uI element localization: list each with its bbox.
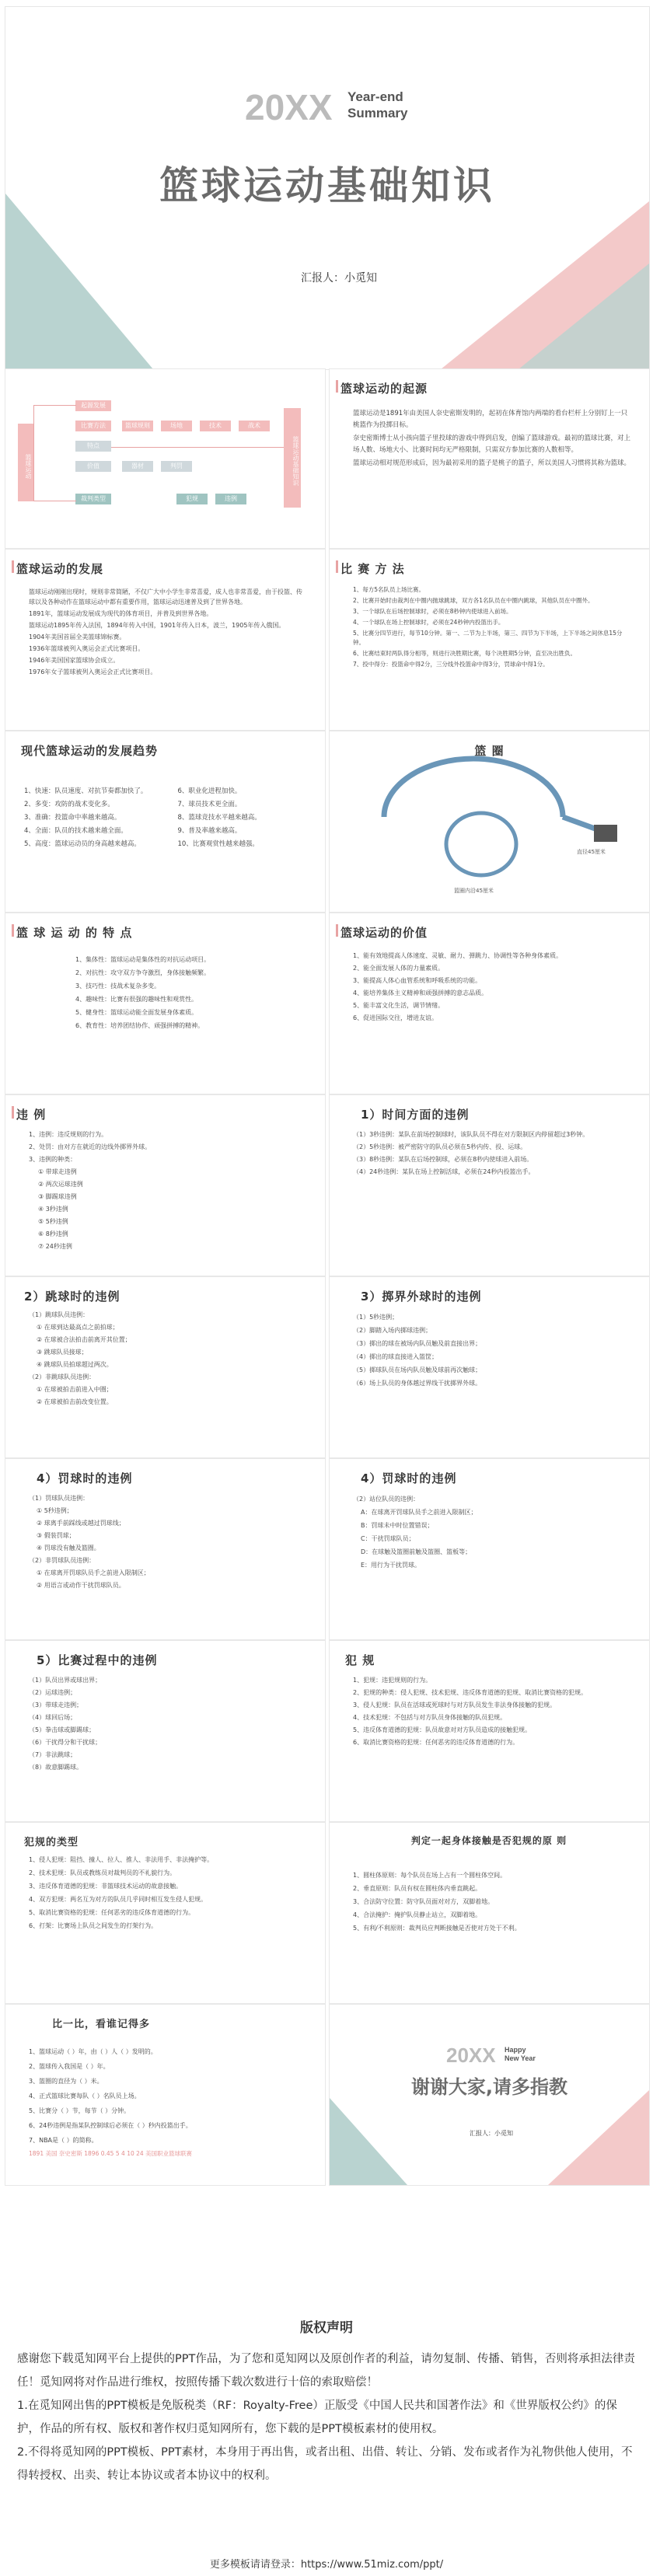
diagram-col1-item: 起源发展 <box>75 400 111 411</box>
list-item: ③ 脚踢球违例 <box>38 1193 77 1200</box>
list-item: 6、促进国际交往，增进友谊。 <box>353 1014 438 1021</box>
list-item: 5、能丰富文化生活，调节情绪。 <box>353 1002 445 1009</box>
slide-trends <box>5 731 326 913</box>
list-item: ⑥ 8秒违例 <box>38 1230 68 1237</box>
list-item: E：用行为干扰罚球。 <box>361 1562 421 1569</box>
list-item: （2）站位队员的违例： <box>353 1496 420 1503</box>
list-item: ① 在球被拍击前进入中圈； <box>37 1386 113 1393</box>
list-item: 1、犯规：违犯规则的行为。 <box>353 1677 432 1684</box>
list-item: 4、趣味性：比赛有很强的趣味性和观赏性。 <box>75 996 198 1003</box>
paragraph: 1936年篮球被列入奥运会正式比赛项目。 <box>29 645 145 652</box>
list-item: 2、犯规的种类：侵人犯规、技术犯规、违反体育道德的犯规、取消比赛资格的犯规。 <box>353 1689 588 1696</box>
slide-title: 犯 规 <box>345 1653 375 1667</box>
list-item: 6、教育性：培养团结协作、顽强拼搏的精神。 <box>75 1022 204 1029</box>
quiz-item: 4、正式篮球比赛每队（ ）名队员上场。 <box>29 2093 141 2100</box>
paragraph: 1、每方5名队员上场比赛。 <box>353 586 425 593</box>
list-item: A：在球离开罚球队员手之前进入限制区； <box>361 1509 477 1516</box>
quiz-item: 6、24秒违例是指某队控制球后必须在（ ）秒内投篮出手。 <box>29 2122 192 2129</box>
list-item: （3）掷出的球在被场内队员触及前直接出界； <box>353 1340 482 1347</box>
list-item: 1、圆柱体原则：每个队员在场上占有一个圆柱体空间。 <box>353 1872 507 1879</box>
slide-body <box>353 1869 632 1935</box>
list-item: C：干扰罚球队员； <box>361 1535 415 1542</box>
cover-teal-shape <box>5 194 153 369</box>
diagram-col1-item: 价值 <box>75 461 111 472</box>
quiz-answer: 1891 <box>29 2150 44 2157</box>
diagram-root: 篮球运动 <box>18 424 33 501</box>
slide-body <box>24 786 308 852</box>
list-item: 5、高度：篮球运动员的身高越来越高。 <box>24 840 141 848</box>
more-templates-link[interactable]: 更多模板请请登录：https://www.51miz.com/ppt/ <box>209 2559 444 2571</box>
list-item: 1、集体性：篮球运动是集体性的对抗运动项目。 <box>75 956 211 963</box>
diagram-col1-item: 特点 <box>75 441 111 452</box>
slide-title: 篮球运动的起源 <box>340 382 428 396</box>
cover-reporter: 汇报人：小觅知 <box>301 272 377 284</box>
quiz-answer: 10 <box>127 2150 134 2157</box>
slide-title: 3）掷界外球时的违例 <box>361 1290 482 1304</box>
list-item: （5）掷球队员在场内队员触及球前再次触球； <box>353 1367 482 1374</box>
list-item: 3、侵人犯规：队员在活球或死球时与对方队员发生非法身体接触的犯规。 <box>353 1702 557 1709</box>
diagram-col1-item: 裁判类型 <box>75 494 111 504</box>
cover-slide <box>5 6 650 370</box>
paragraph: 篮球运动相对规范形成后，因为最初采用的篮子是桃子的篮子，所以美国人习惯将其称为篮球。 <box>353 459 631 467</box>
list-item: （1）队员出界或球出界； <box>29 1677 102 1684</box>
copyright-text <box>17 2347 636 2487</box>
slide-title: 现代篮球运动的发展趋势 <box>21 744 159 758</box>
slide-body <box>353 408 632 471</box>
cover-year-en: Year-end <box>347 89 403 104</box>
cover-title: 篮球运动基础知识 <box>159 163 495 208</box>
list-item: （4）球回后场； <box>29 1714 77 1721</box>
list-item: ⑤ 5秒违例 <box>38 1218 68 1225</box>
list-item: 1、快速：队员速度、对抗节奏都加快了。 <box>24 787 148 795</box>
slide-title: 4）罚球时的违例 <box>361 1471 457 1485</box>
list-item: ① 在球离开罚球队员手之前进入限制区； <box>37 1569 150 1576</box>
list-item: 3、准确：投篮命中率越来越高。 <box>24 814 121 822</box>
list-item: 6、职业化进程加快。 <box>177 787 242 795</box>
list-item: （4）掷出的球直接进入篮筐； <box>353 1353 438 1360</box>
slide-violation <box>5 1094 326 1276</box>
list-item: （6）场上队员的身体越过界线干扰掷界外球。 <box>353 1380 482 1387</box>
copyright-section <box>0 2316 653 2576</box>
list-item: 5、健身性：篮球运动能全面发展身体素质。 <box>75 1009 198 1016</box>
title-accent <box>336 380 338 393</box>
slide-value <box>329 913 650 1094</box>
paragraph: 1946年美国国家篮球协会成立。 <box>29 657 120 664</box>
quiz-answer: 美国 <box>45 2150 58 2157</box>
paragraph: 1976年女子篮球被列入奥运会正式比赛项目。 <box>29 668 157 675</box>
list-item: 10、比赛观赏性越来越强。 <box>177 840 259 848</box>
rim-label-right: 直径45厘米 <box>577 849 606 855</box>
list-item: ② 球离手前踩线或越过罚球线； <box>37 1520 125 1527</box>
list-item: （1）3秒违例：某队在前场控制球时，该队队员不得在对方限制区内停留超过3秒钟。 <box>353 1131 589 1138</box>
list-item: D：在球触及篮圈前触及篮圈、篮板等； <box>361 1548 472 1555</box>
list-item: ① 在球到达最高点之前拍球； <box>37 1324 119 1331</box>
paragraph: 奈史密斯博士从小孩向篮子里投球的游戏中得到启发，创编了篮球游戏。最初的篮球比赛，对上场人数、场地大小、比赛时间均无严格限制，只需双方参加比赛的人数相等。 <box>353 435 631 454</box>
list-item: （7）非法跳球； <box>29 1751 77 1758</box>
list-item: 2、垂直原则：队员有权在圆柱体内垂直跳起。 <box>353 1885 482 1892</box>
paragraph: 篮球运动刚刚出现时，规则非常简陋，不仅广大中小学生非常喜爱，成人也非常喜爱，由于投篮、传球以及各种动作在篮球运动中都有重要作用，篮球运动迅速普及到了世界各地。 <box>29 588 302 606</box>
list-item: ③ 跳球队员接球； <box>37 1349 88 1356</box>
paragraph: 3、一个球队在后场控制球时，必须在8秒钟内使球进入前场。 <box>353 608 512 615</box>
copyright-paragraph: 感谢您下载觅知网平台上提供的PPT作品，为了您和觅知网以及原创作者的利益，请勿复制、传播、销售，否则将承担法律责任！觅知网将对作品进行维权，按照传播下载次数进行十倍的索取赔偿！ <box>17 2353 635 2389</box>
list-item: ② 在球被合法拍击前离开其位置； <box>37 1336 131 1343</box>
slide-body <box>29 1854 308 1933</box>
paragraph: 7、投中得分：投篮命中得2分，三分线外投篮命中得3分，罚球命中得1分。 <box>353 661 549 668</box>
diagram-col1-item: 比赛方法 <box>75 421 111 431</box>
slide-title: 篮 圈 <box>474 744 505 758</box>
list-item: 3、技巧性：技战术复杂多变。 <box>75 983 161 990</box>
cover-teal-shape-2 <box>519 264 649 369</box>
list-item: （8）故意脚踢球。 <box>29 1764 83 1771</box>
quiz-item: 7、NBA是（ ）的简称。 <box>29 2137 98 2144</box>
list-item: ② 用语言或动作干扰罚球队员。 <box>37 1582 125 1589</box>
quiz-answer: 美国职业篮球联赛 <box>145 2150 193 2157</box>
list-item: 1、侵人犯规：阻挡、撞人、拉人、推人、非法用手、非法掩护等。 <box>29 1856 214 1863</box>
list-item: B：罚球未中时位置错误； <box>361 1522 434 1529</box>
diagram-col2-item: 判罚 <box>161 461 192 472</box>
list-item: 3、合法防守位置：防守队员面对对方，双脚着地。 <box>353 1898 494 1905</box>
quiz-answers <box>29 2149 308 2159</box>
list-item: （3）8秒违例：某队在后场控制球，必须在8秒内使球进入前场。 <box>353 1156 533 1163</box>
list-item: （2）运球违例； <box>29 1689 77 1696</box>
slide-foul-principle <box>329 1822 650 2004</box>
slide-body <box>75 954 308 1033</box>
list-item: 2、处罚：由对方在就近的边线外掷界外球。 <box>29 1143 152 1150</box>
list-item: 4、合法掩护：掩护队员静止站立，双脚着地。 <box>353 1911 482 1918</box>
quiz-item: 5、比赛分（ ）节，每节（ ）分钟。 <box>29 2107 131 2114</box>
slide-body <box>353 951 632 1025</box>
slide-freethrow-violation-2 <box>329 1458 650 1640</box>
slide-title: 违 例 <box>16 1108 47 1122</box>
list-item: （1）5秒违例； <box>353 1314 399 1321</box>
copyright-heading: 版权声明 <box>300 2320 353 2336</box>
slide-throwin-violation <box>329 1276 650 1458</box>
slide-body <box>29 2045 308 2148</box>
list-item: 6、取消比赛资格的犯规：任何恶劣的违反体育道德的行为。 <box>353 1739 519 1746</box>
list-item: （3）带球走违例； <box>29 1702 83 1709</box>
slide-title: 1）时间方面的违例 <box>361 1108 470 1122</box>
list-item: 6、打架：比赛场上队员之间发生的打架行为。 <box>29 1922 158 1929</box>
slide-foul-types <box>5 1822 326 2004</box>
quiz-item: 3、篮圈的直径为（ ）米。 <box>29 2078 103 2085</box>
quiz-answer: 24 <box>136 2150 144 2157</box>
rim-diagram <box>330 731 649 912</box>
paragraph: 篮球运动1895年传入法国，1894年传入中国，1901年传入日本，波兰，1905年传入俄国。 <box>29 622 285 629</box>
list-item: （1）罚球队员违例： <box>29 1495 89 1502</box>
cover-year: 20XX <box>245 87 333 127</box>
list-item: 2、多变：攻防的战术变化多。 <box>24 801 114 808</box>
slide-jump-violation <box>5 1276 326 1458</box>
quiz-answer: 1896 <box>84 2150 100 2157</box>
cover-summary-en: Summary <box>347 106 408 120</box>
copyright-paragraph: 2.不得将觅知网的PPT模板、PPT素材，本身用于再出售，或者出租、出借、转让、分销、发布或者作为礼物供他人使用，不得转授权、出卖、转让本协议或者本协议中的权利。 <box>17 2446 633 2482</box>
diagram-col2-item: 篮球规则 <box>122 421 153 431</box>
thanks-reporter: 汇报人：小觅知 <box>470 2130 513 2137</box>
list-item: 7、球员技术更全面。 <box>177 801 242 808</box>
slide-body <box>353 1129 632 1179</box>
list-item: ④ 3秒违例 <box>38 1206 68 1213</box>
list-item: ⑦ 24秒违例 <box>38 1243 72 1250</box>
slide-title: 4）罚球时的违例 <box>37 1471 133 1485</box>
thanks-happy: Happy <box>505 2046 526 2054</box>
quiz-answer: 4 <box>121 2150 125 2157</box>
list-item: 5、取消比赛资格的犯规：任何恶劣的违反体育道德的行为。 <box>29 1909 195 1916</box>
slide-game-violation <box>5 1640 326 1822</box>
list-item: （4）24秒违例：某队在场上控制活球，必须在24秒内投篮出手。 <box>353 1168 535 1175</box>
thanks-pink-shape <box>548 2090 649 2185</box>
paragraph: 4、一个球队在场上控制球时，必须在24秒钟内投篮出手。 <box>353 619 505 626</box>
list-item: ① 带球走违例 <box>38 1168 77 1175</box>
quiz-answer: 0.45 <box>100 2150 114 2157</box>
slide-title: 2）跳球时的违例 <box>24 1290 120 1304</box>
diagram-lines <box>33 405 76 501</box>
list-item: 2、技术犯规：队员或教练员对裁判员的不礼貌行为。 <box>29 1869 176 1876</box>
list-item: 4、全面：队员的技术越来越全面。 <box>24 827 127 835</box>
title-accent <box>12 1106 14 1119</box>
paragraph: 1904年美国首届全美篮球锦标赛。 <box>29 634 126 641</box>
diagram-col3-item: 战术 <box>239 421 270 431</box>
list-item: （6）干扰得分和干扰球； <box>29 1739 102 1746</box>
slide-title: 判定一起身体接触是否犯规的原 则 <box>410 1835 567 1846</box>
slide-body <box>353 1311 632 1391</box>
slide-method <box>329 549 650 731</box>
slide-title: 犯规的类型 <box>24 1837 79 1848</box>
rim-label-left: 篮圈内沿45厘米 <box>454 888 494 894</box>
list-item: 5、违反体育道德的犯规：队员故意对对方队员造成的接触犯规。 <box>353 1726 532 1733</box>
slide-time-violation <box>329 1094 650 1276</box>
list-item: 1、违例：违反规则的行为。 <box>29 1131 108 1138</box>
diagram-result: 篮球运动基础知识 <box>284 408 301 508</box>
slide-quiz <box>5 2004 326 2186</box>
paragraph: 1891年，篮球运动发展成为现代的体育项目，并普及到世界各地。 <box>29 610 213 617</box>
list-item: ② 两次运球违例 <box>38 1181 83 1188</box>
list-item: 1、能有效地提高人体速度、灵敏、耐力、弹跳力、协调性等各种身体素质。 <box>353 952 563 959</box>
thanks-year: 20XX <box>446 2044 496 2067</box>
list-item: 3、能提高人体心血管系统和呼吸系统的功能。 <box>353 977 482 984</box>
slide-freethrow-violation <box>5 1458 326 1640</box>
list-item: ④ 跳球队员拍球超过两次。 <box>37 1361 113 1368</box>
list-item: （2）脚踏入场内掷球违例； <box>353 1327 432 1334</box>
title-accent <box>12 560 14 573</box>
slide-title: 篮 球 运 动 的 特 点 <box>16 926 133 940</box>
list-item: （2）非罚球队员违例： <box>29 1557 96 1564</box>
diagram-col2-item: 场地 <box>161 421 192 431</box>
list-item: 2、能全面发展人体的力量素质。 <box>353 965 445 972</box>
copyright-paragraph: 1.在觅知网出售的PPT模板是免版税类（RF：Royalty-Free）正版受《中国人民共和国著作法》和《世界版权公约》的保护，作品的所有权、版权和著作权归觅知网所有，您下载的是PPT模板素材的使用权。 <box>17 2400 617 2435</box>
slide-body <box>29 1675 308 1775</box>
list-item: 4、双方犯规：两名互为对方的队员几乎同时相互发生侵人犯规。 <box>29 1896 208 1903</box>
slide-features <box>5 913 326 1094</box>
list-item: （2）5秒违例：被严密防守的队员必须在5秒内传、投、运球。 <box>353 1143 527 1150</box>
list-item: 3、违例的种类： <box>29 1156 77 1163</box>
slide-title: 5）比赛过程中的违例 <box>37 1653 158 1667</box>
paragraph: 篮球运动是1891年由美国人奈史密斯发明的，起初在体育馆内两端的看台栏杆上分别钉上一只桃篮作为投掷目标。 <box>353 410 628 429</box>
slide-title: 比 赛 方 法 <box>340 562 405 576</box>
slide-body <box>29 1493 308 1593</box>
thanks-teal-shape <box>330 2098 407 2185</box>
list-item: （5）拳击球或脚踢球； <box>29 1726 96 1733</box>
slide-body <box>353 1493 632 1572</box>
list-item: 3、违反体育道德的犯规：非篮球技术运动的故意接触。 <box>29 1883 183 1890</box>
diagram-col2-item: 器材 <box>122 461 153 472</box>
list-item: 4、能培养集体主义精神和顽强拼搏的意志品质。 <box>353 990 488 997</box>
slide-thanks <box>329 2004 650 2186</box>
diagram-col3-item: 技术 <box>200 421 231 431</box>
slide-rim <box>329 731 650 913</box>
slide-title: 篮球运动的发展 <box>16 562 104 576</box>
diagram-lines-2 <box>111 447 284 448</box>
thanks-title: 谢谢大家,请多指教 <box>410 2076 568 2098</box>
slide-foul <box>329 1640 650 1822</box>
slide-origin <box>329 368 650 549</box>
slide-body <box>353 585 632 671</box>
slide-body <box>29 587 308 679</box>
slide-development <box>5 549 326 731</box>
list-item: （2）非跳球队员违例： <box>29 1374 96 1380</box>
paragraph: 6、比赛结束时两队得分相等，则进行决胜期比赛，每个决胜期5分钟，直至决出胜负。 <box>353 650 577 657</box>
list-item: （1）跳球队员违例： <box>29 1311 89 1318</box>
paragraph: 2、比赛开始时由裁判在中圈内抛球跳球，双方各1名队员在中圈内跳球，其他队员在中圈外。 <box>353 597 594 604</box>
slide-title: 比一比，看谁记得多 <box>52 2019 151 2030</box>
quiz-answer: 5 <box>115 2150 120 2157</box>
list-item: ② 在球被拍击前改变位置。 <box>37 1398 113 1405</box>
quiz-answer: 奈史密斯 <box>58 2150 82 2157</box>
quiz-item: 1、篮球运动（ ）年，由（ ）人（ ）发明的。 <box>29 2048 157 2055</box>
slide-structure <box>5 368 326 549</box>
list-item: 8、篮球竞技水平越来越高。 <box>177 814 261 822</box>
slide-body <box>29 1129 308 1254</box>
list-item: 4、技术犯规：不包括与对方队员身体接触的队员犯规。 <box>353 1714 507 1721</box>
slide-title: 篮球运动的价值 <box>340 926 428 940</box>
list-item: 2、对抗性：攻守双方争夺激烈，身体接触频繁。 <box>75 969 211 976</box>
title-accent <box>12 924 14 937</box>
quiz-item: 2、篮球传入我国是（ ）年。 <box>29 2063 110 2070</box>
list-item: 9、普及率越来越高。 <box>177 827 242 835</box>
list-item: ③ 假装罚球； <box>37 1532 75 1539</box>
title-accent <box>336 924 338 937</box>
list-item: 5、有利/不利原则：裁判员应判断接触是否使对方处于不利。 <box>353 1925 521 1932</box>
diagram-col3-item: 违例 <box>215 494 246 504</box>
title-accent <box>336 560 338 573</box>
list-item: ① 5秒违例； <box>37 1507 73 1514</box>
diagram-col3-item: 犯规 <box>176 494 208 504</box>
slide-body <box>353 1675 632 1750</box>
slide-body <box>29 1310 308 1409</box>
thanks-newyear: New Year <box>505 2054 536 2062</box>
paragraph: 5、比赛分四节进行，每节10分钟。第一、二节为上半场，第三、四节为下半场，上下半场之间休息15分钟。 <box>353 630 623 646</box>
list-item: ④ 罚球没有触及篮圈。 <box>37 1545 100 1552</box>
